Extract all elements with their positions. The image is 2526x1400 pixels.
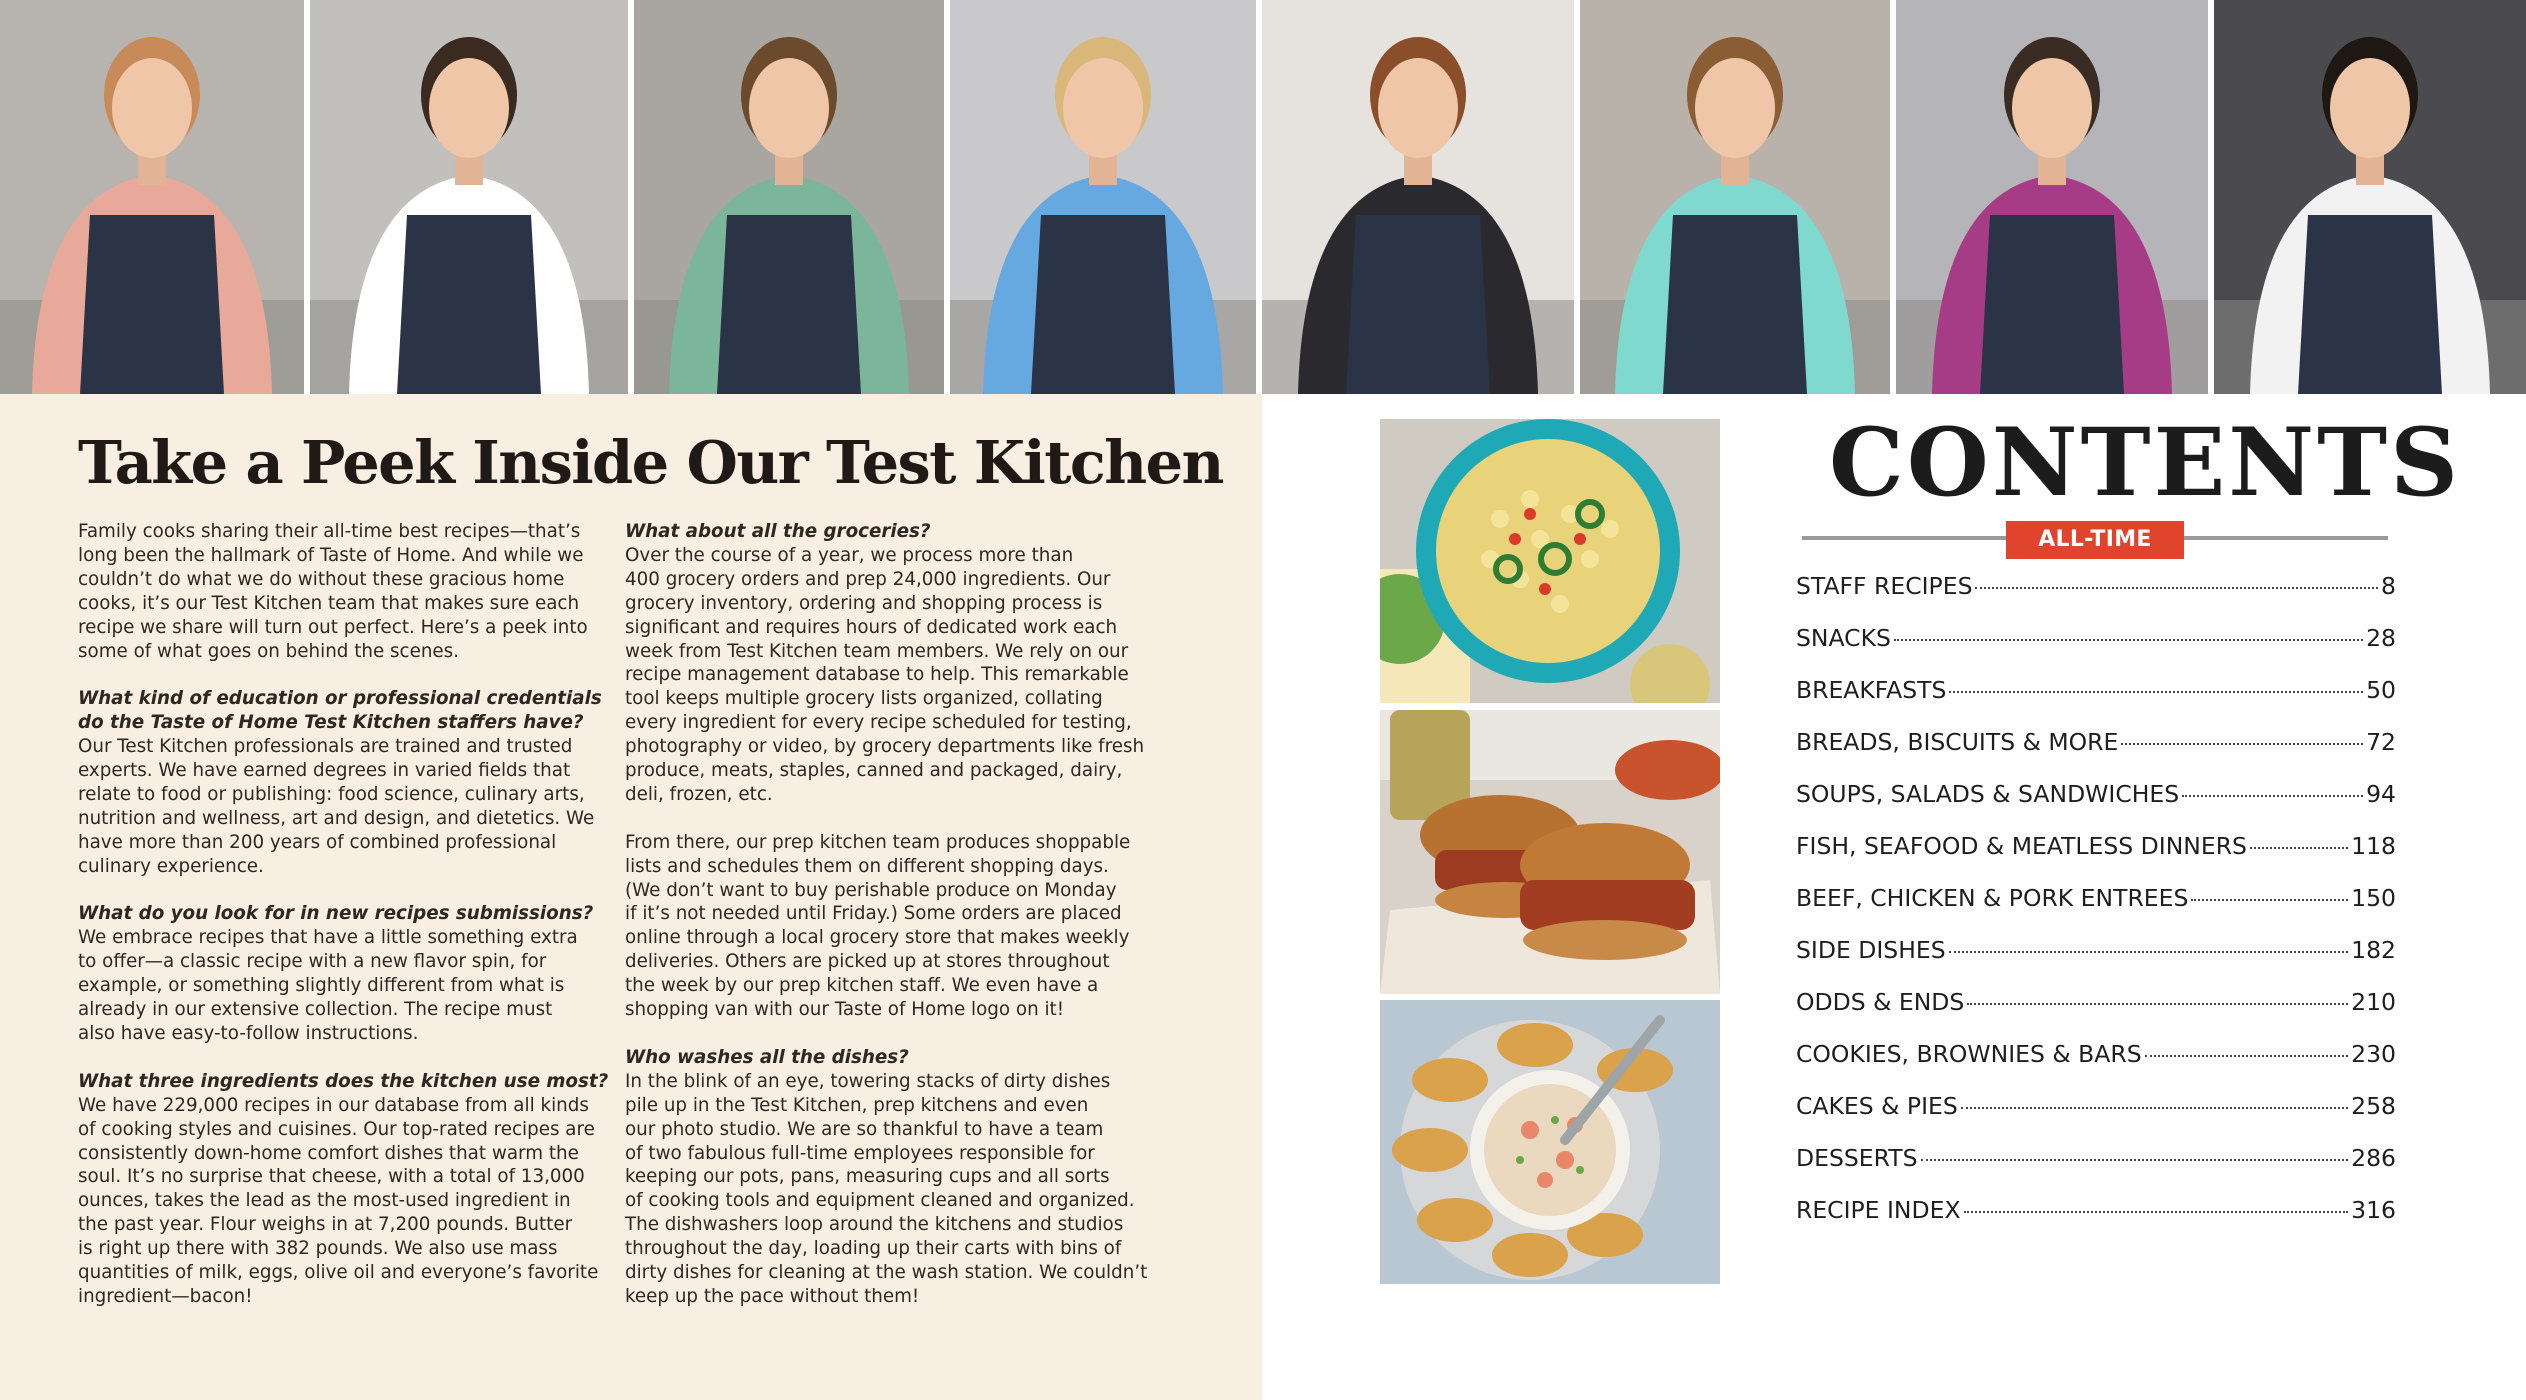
dot-leader: [1967, 1003, 2348, 1005]
staff-photo-strip: [0, 0, 2526, 394]
all-time-best-badge: ALL-TIME BEST: [2006, 521, 2184, 559]
contents-entry: [1796, 728, 2396, 780]
article-question: What three ingredients does the kitchen use most?: [78, 1070, 609, 1092]
contents-entry-label: RECIPE INDEX: [1796, 1196, 1961, 1224]
dot-leader: [1949, 951, 2349, 953]
article-body-text: Over the course of a year, we process more than 400 grocery orders and prep 24,000 ingredients. Our grocery inventory, ordering and shopping process is significant and requires hours of dedicated work each week from Test Kitchen team members. We rely on our recipe management database to help. This remarkable tool keeps multiple grocery lists organized, collating every ingredient for every recipe scheduled for testing, photography or video, by grocery departments like fresh produce, meats, staples, canned and packaged, dairy, deli, frozen, etc.: [625, 544, 1145, 805]
contents-entry: [1796, 988, 2396, 1040]
contents-entry: [1796, 832, 2396, 884]
contents-entry-label: FISH, SEAFOOD & MEATLESS DINNERS: [1796, 832, 2247, 860]
contents-entry-label: BREAKFASTS: [1796, 676, 1947, 704]
contents-entry-label: SNACKS: [1796, 624, 1891, 652]
contents-entry-label: BEEF, CHICKEN & PORK ENTREES: [1796, 884, 2189, 912]
article-section: [78, 687, 618, 878]
staff-photo-5: [1262, 0, 1574, 394]
article-body-text: Family cooks sharing their all-time best recipes—that’s long been the hallmark of Taste of Home. And while we couldn’t do what we do without these gracious home cooks, it’s our Test Kitchen team that makes sure each recipe we share will turn out perfect. Here’s a peek into some of what goes on behind the scenes.: [78, 521, 588, 662]
article-body-text: We embrace recipes that have a little something extra to offer—a classic recipe with a new flavor spin, for example, or something slightly different from what is already in our extensive collection. The recipe must also have easy-to-follow instructions.: [78, 927, 578, 1044]
dot-leader: [1921, 1159, 2349, 1161]
contents-entry-label: BREADS, BISCUITS & MORE: [1796, 728, 2119, 756]
contents-entry-page: 50: [2366, 676, 2396, 704]
dot-leader: [2191, 899, 2348, 901]
dot-leader: [2250, 847, 2348, 849]
contents-entry: [1796, 624, 2396, 676]
contents-entry-page: 94: [2366, 780, 2396, 808]
contents-entry-page: 150: [2351, 884, 2396, 912]
dot-leader: [2121, 743, 2363, 745]
contents-entry-page: 72: [2366, 728, 2396, 756]
contents-entry: [1796, 1040, 2396, 1092]
contents-entry: [1796, 1092, 2396, 1144]
contents-entry: [1796, 572, 2396, 624]
contents-entry-page: 210: [2351, 988, 2396, 1016]
contents-entry-page: 28: [2366, 624, 2396, 652]
staff-photo-1: [0, 0, 304, 394]
staff-photo-6: [1580, 0, 1890, 394]
article-body-text: In the blink of an eye, towering stacks of dirty dishes pile up in the Test Kitchen, prep kitchens and even our photo studio. We are so thankful to have a team of two fabulous full-time employees responsible for keeping our pots, pans, measuring cups and all sorts of cooking tools and equipment cleaned and organized. The dishwashers loop around the kitchens and studios throughout the day, loading up their carts with bins of dirty dishes for cleaning at the wash station. We couldn’t keep up the pace without them!: [625, 1070, 1148, 1307]
dot-leader: [2145, 1055, 2349, 1057]
article-section: [625, 831, 1165, 1022]
contents-entry-label: SOUPS, SALADS & SANDWICHES: [1796, 780, 2180, 808]
article-question: Who washes all the dishes?: [625, 1046, 909, 1068]
contents-entry: [1796, 1144, 2396, 1196]
article-question: What about all the groceries?: [625, 521, 931, 542]
contents-entry-label: DESSERTS: [1796, 1144, 1918, 1172]
article-section: [625, 520, 1165, 807]
contents-entry-page: 182: [2351, 936, 2396, 964]
article-column-2: [625, 520, 1165, 1333]
staff-photo-7: [1896, 0, 2208, 394]
contents-title: CONTENTS: [1829, 408, 2461, 518]
dot-leader: [1894, 639, 2363, 641]
staff-photo-8: [2214, 0, 2526, 394]
contents-entry-page: 258: [2351, 1092, 2396, 1120]
contents-entry: [1796, 676, 2396, 728]
contents-entry-page: 316: [2351, 1196, 2396, 1224]
staff-photo-4: [950, 0, 1256, 394]
article-question: What kind of education or professional credentials do the Taste of Home Test Kitchen staffers have?: [78, 688, 602, 734]
dot-leader: [1961, 1107, 2348, 1109]
staff-photo-3: [634, 0, 944, 394]
contents-entry-page: 230: [2351, 1040, 2396, 1068]
corn-dip-photo: [1380, 419, 1720, 703]
contents-entry-label: SIDE DISHES: [1796, 936, 1946, 964]
article-section: [78, 520, 618, 663]
pulled-pork-sandwich-photo: [1380, 710, 1720, 994]
test-kitchen-article: [0, 394, 1262, 1400]
dot-leader: [1975, 587, 2378, 589]
article-headline: Take a Peek Inside Our Test Kitchen: [78, 428, 1223, 497]
contents-entry-label: ODDS & ENDS: [1796, 988, 1965, 1016]
article-question: What do you look for in new recipes submissions?: [78, 903, 594, 925]
dot-leader: [1949, 691, 2363, 693]
seafood-dip-photo: [1380, 1000, 1720, 1284]
contents-entry-label: COOKIES, BROWNIES & BARS: [1796, 1040, 2142, 1068]
article-body-text: From there, our prep kitchen team produces shoppable lists and schedules them on different shopping days. (We don’t want to buy perishable produce on Monday if it’s not needed until Friday.) Some orders are placed online through a local grocery store that makes weekly deliveries. Others are picked up at stores throughout the week by our prep kitchen staff. We even have a shopping van with our Taste of Home logo on it!: [625, 831, 1131, 1021]
article-section: [78, 1070, 618, 1309]
article-section: [78, 902, 618, 1045]
contents-list: [1796, 572, 2396, 1248]
contents-entry: [1796, 884, 2396, 936]
contents-entry-page: 8: [2381, 572, 2396, 600]
contents-entry-label: STAFF RECIPES: [1796, 572, 1973, 600]
staff-photo-2: [310, 0, 628, 394]
article-column-1: [78, 520, 618, 1333]
article-section: [625, 1046, 1165, 1309]
contents-entry-page: 118: [2351, 832, 2396, 860]
contents-entry-label: CAKES & PIES: [1796, 1092, 1958, 1120]
contents-entry-page: 286: [2351, 1144, 2396, 1172]
contents-entry: [1796, 936, 2396, 988]
contents-entry: [1796, 1196, 2396, 1248]
article-body-text: We have 229,000 recipes in our database from all kinds of cooking styles and cuisines. Our top-rated recipes are consistently down-home comfort dishes that warm the soul. It’s no surprise that cheese, with a total of 13,000 ounces, takes the lead as the most-used ingredient in the past year. Flour weighs in at 7,200 pounds. Butter is right up there with 382 pounds. We also use mass quantities of milk, eggs, olive oil and everyone’s favorite ingredient—bacon!: [78, 1094, 599, 1307]
contents-entry: [1796, 780, 2396, 832]
article-body-text: Our Test Kitchen professionals are trained and trusted experts. We have earned degrees in varied fields that relate to food or publishing: food science, culinary arts, nutrition and wellness, art and design, and dietetics. We have more than 200 years of combined professional culinary experience.: [78, 736, 595, 877]
dot-leader: [2182, 795, 2363, 797]
dot-leader: [1964, 1211, 2349, 1213]
